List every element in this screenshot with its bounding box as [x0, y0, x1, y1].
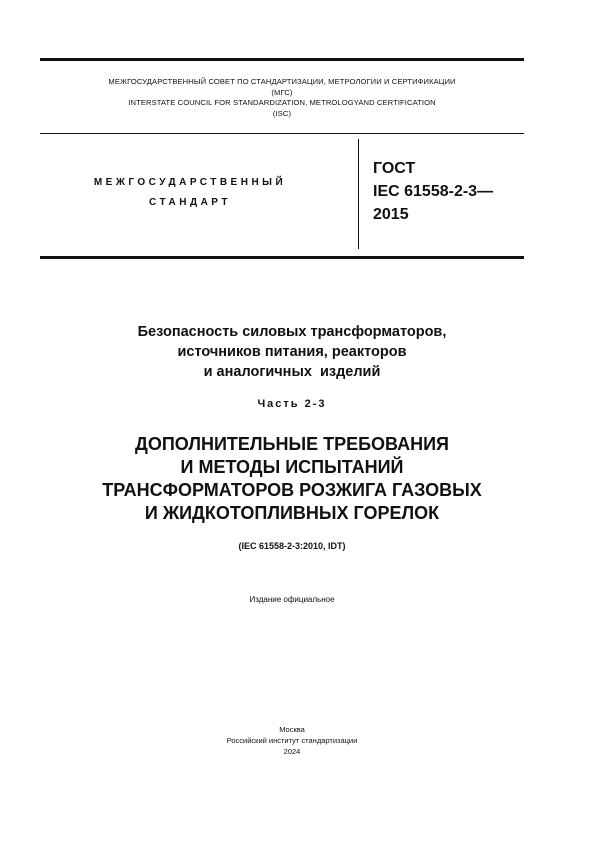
subtitle-line3: и аналогичных изделий — [203, 364, 381, 380]
publisher-year: 2024 — [283, 747, 301, 756]
title-line2: И МЕТОДЫ ИСПЫТАНИЙ — [180, 457, 404, 477]
part-number: Часть 2-3 — [257, 398, 327, 410]
subtitle-line2: источников питания, реакторов — [177, 344, 407, 360]
council-abbr-ru: (МГС) — [271, 87, 293, 97]
iec-reference: (IEC 61558-2-3:2010, IDT) — [238, 541, 346, 551]
publisher-name: Российский институт стандартизации — [226, 736, 358, 745]
subtitle-line1: Безопасность силовых трансформаторов, — [137, 324, 447, 340]
council-name-ru: МЕЖГОСУДАРСТВЕННЫЙ СОВЕТ ПО СТАНДАРТИЗАЦИИ, МЕТРОЛОГИИ И СЕРТИФИКАЦИИ — [108, 77, 456, 86]
designation-line1: ГОСТ — [373, 160, 416, 177]
edition-note: Издание официальное — [249, 595, 335, 604]
publisher-city: Москва — [279, 725, 305, 734]
document-subtitle — [40, 322, 544, 382]
council-name-en: INTERSTATE COUNCIL FOR STANDARDIZATION, METROLOGYAND CERTIFICATION — [128, 98, 436, 108]
title-line4: И ЖИДКОТОПЛИВНЫХ ГОРЕЛОК — [144, 503, 440, 523]
publisher-block — [40, 724, 544, 757]
document-title — [40, 433, 544, 525]
designation-line2: IEC 61558-2-3— — [373, 183, 494, 200]
title-line3: ТРАНСФОРМАТОРОВ РОЗЖИГА ГАЗОВЫХ — [102, 480, 482, 500]
vertical-divider — [358, 139, 359, 249]
standard-type-line2: СТАНДАРТ — [149, 197, 231, 208]
standard-type-line1: МЕЖГОСУДАРСТВЕННЫЙ — [93, 177, 287, 188]
standard-type — [70, 173, 310, 213]
top-rule — [40, 58, 524, 61]
title-line1: ДОПОЛНИТЕЛЬНЫЕ ТРЕБОВАНИЯ — [135, 434, 449, 454]
designation-divider — [40, 256, 524, 259]
council-header — [40, 77, 524, 119]
standard-designation — [373, 157, 493, 226]
designation-line3: 2015 — [373, 206, 409, 223]
header-divider — [40, 133, 524, 134]
council-abbr-en: (ISC) — [272, 108, 292, 118]
